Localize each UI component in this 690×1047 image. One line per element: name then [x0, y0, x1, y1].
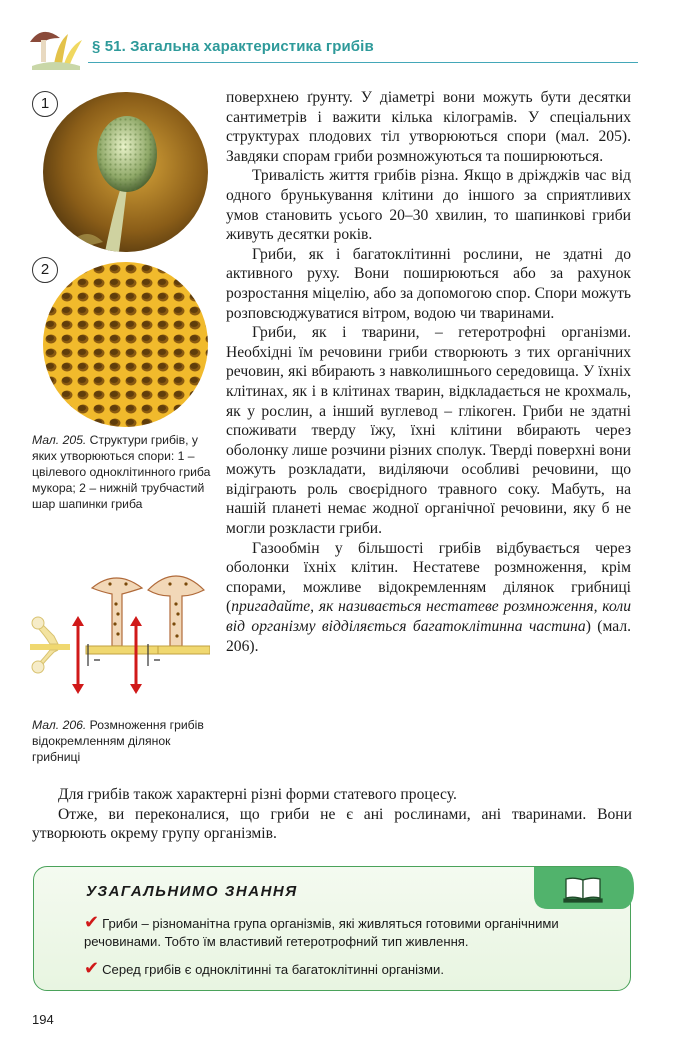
section-title: § 51. Загальна характеристика грибів: [92, 38, 374, 55]
summary-item-1: [84, 913, 614, 951]
paragraph-3: Гриби, як і багатоклітинні рослини, не здатні до активного руху. Вони поширюються або за рахунок розростання міцелію, або за допомогою спор. Спори можуть розповсюджуватися вітром, водою чи тваринами.: [226, 245, 631, 322]
paragraph-6: Для грибів також характерні різні форми статевого процесу.: [58, 786, 457, 803]
figure-205-label: Мал. 205.: [32, 433, 87, 447]
mushroom-logo-icon: [24, 20, 88, 76]
figure-206-caption: [32, 717, 212, 765]
main-text-column: [226, 88, 631, 656]
checkmark-icon: ✔: [84, 912, 100, 932]
checkmark-icon: ✔: [84, 958, 100, 978]
page-header: [0, 0, 690, 80]
figure-206-text: Розмноження грибів відокремленням ділянок грибниці: [32, 718, 204, 764]
paragraph-1: поверхнею ґрунту. У діаметрі вони можуть бути десятки сантиметрів і важити кілька кілограмів. У спеціальних структурах плодових тіл утворюються спори (мал. 205). Завдяки спорам гриби розмножуються та поширюються.: [226, 89, 631, 165]
mucor-sporangium-image: [43, 92, 208, 252]
figure-205-text: Структури грибів, у яких утворюються спори: 1 – цвілевого одноклітинного гриба мукора; 2 – нижній трубчастий шар шапинки гриба: [32, 433, 211, 511]
paragraph-5: [226, 539, 631, 657]
summary-title: УЗАГАЛЬНИМО ЗНАННЯ: [86, 883, 298, 900]
paragraph-7: Отже, ви переконалися, що гриби не є ані рослинами, ані тваринами. Вони утворюють окрему групу організмів.: [32, 805, 632, 843]
figure-badge-1: 1: [32, 91, 58, 117]
tubular-layer-image: [43, 262, 208, 427]
summary-item-1-text: Гриби – різноманітна група організмів, які живляться готовими органічними речовинами. Тобто їм властивий гетеротрофний тип живлення.: [84, 916, 559, 949]
figure-206-label: Мал. 206.: [32, 718, 87, 732]
figure-badge-2: 2: [32, 257, 58, 283]
book-icon: [534, 865, 634, 911]
paragraph-5-start: Газообмін у більшості грибів відбувається через оболонки їхніх клітин. Нестатеве розмноження, крім спорами, можливе відокремленням ділянок грибниці (: [226, 539, 631, 616]
figure-205-caption: [32, 432, 212, 512]
page-number: 194: [32, 1012, 54, 1027]
summary-box: [33, 866, 631, 991]
paragraph-2: Тривалість життя грибів різна. Якщо в дріжджів час від одного брунькування клітини до іншого за сприятливих умов становить усього 20–30 хвилин, то шапинкові гриби живуть десятки років.: [226, 167, 631, 244]
summary-item-2-text: Серед грибів є одноклітинні та багатоклітинні організми.: [102, 962, 445, 977]
mucor-mold-photo: [43, 92, 208, 252]
paragraph-5-italic: пригадайте, як називається нестатеве розмноження, коли від організму відділяється багатоклітинна частина: [226, 598, 631, 636]
paragraph-4: Гриби, як і тварини, – гетеротрофні організми. Необхідні їм речовини гриби створюють з тих органічних речовин, які вбирають з навколишнього середовища. У їхніх клітинах, як і в клітинах тварин, відкладається не крохмаль, як у рослин, а інший вуглевод – глікоген. Гриби не здатні споживати тверду їжу, їхні клітини вбирають через оболонку лише розчини різних сполук. Тверді поверхні вони можуть розкладати, виділяючи особливі речовини, що відіграють роль своєрідного травного соку. Мабуть, на нашій планеті немає жодної органічної речовини, яку б не могли розкласти гриби.: [226, 324, 631, 538]
tubular-layer-photo: [43, 262, 208, 427]
mycelium-fragmentation-diagram: [30, 560, 210, 700]
full-width-text: [32, 785, 632, 844]
header-rule: [88, 62, 638, 63]
summary-item-2: [84, 959, 614, 979]
paragraph-5-end: ) (мал. 206).: [226, 618, 631, 655]
